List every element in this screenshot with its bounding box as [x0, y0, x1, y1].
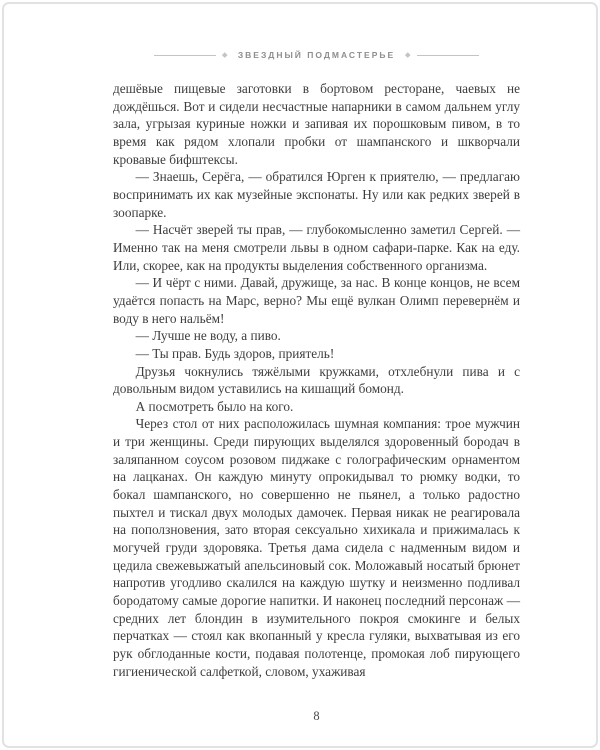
paragraph: — Лучше не воду, а пиво.: [135, 328, 281, 344]
body-text: [113, 80, 520, 680]
diamond-ornament-left-icon: [223, 53, 228, 58]
paragraph: Друзья чокнулись тяжёлыми кружками, отхлебнули пива и с довольным видом уставились на кишащий бомонд.: [113, 363, 520, 397]
paragraph: А посмотреть было на кого.: [135, 398, 294, 414]
running-header-title: ЗВЕЗДНЫЙ ПОДМАСТЕРЬЕ: [237, 50, 396, 60]
paragraph: — И чёрт с ними. Давай, дружище, за нас. В конце концов, не всем удаётся попасть на Марс, верно? Мы ещё вулкан Олимп перевернём и воду в него нальём!: [113, 275, 520, 326]
page-footer: [113, 709, 520, 724]
paragraph: Через стол от них расположилась шумная компания: трое мужчин и три женщины. Среди пирующих выделялся здоровенный бородач в заляпанном соусом розовом пиджаке с голографическим орнаментом на лацканах. Он каждую минуту опрокидывал то рюмку водки, то бокал шампанского, но совершенно не пьянел, а только радостно пыхтел и тискал двух молодых дамочек. Первая никак не реагировала на поползновения, зато вторая сексуально хихикала и прижималась к могучей груди здоровяка. Третья дама сидела с надменным видом и цедила свежевыжатый апельсиновый сок. Моложавый носатый брюнет напротив угодливо скалился на каждую шутку и неизменно подливал бородатому самые дорогие напитки. И наконец последний персонаж — средних лет блондин в изумительного покроя смокинге и белых перчатках — стоял как вкопанный у кресла гуляки, выхватывая из его рук обглоданные кости, подавая полотенце, промокая лоб пирующего гигиенической салфеткой, словом, ухаживая: [113, 416, 520, 679]
paragraph: — Знаешь, Серёга, — обратился Юрген к приятелю, — предлагаю воспринимать их как музейные экспонаты. Ну или как редких зверей в зоопарке.: [113, 169, 520, 220]
header-rule-left: [154, 55, 216, 56]
paragraph: — Насчёт зверей ты прав, — глубокомысленно заметил Сергей. — Именно так на меня смотрели львы в одном сафари-парке. Как на еду. Или, скорее, как на продукты выделения собственного организма.: [113, 222, 520, 273]
running-header: [113, 50, 520, 60]
diamond-ornament-right-icon: [405, 53, 410, 58]
page-content: [113, 50, 520, 680]
paragraph: дешёвые пищевые заготовки в бортовом ресторане, чаевых не дождёшься. Вот и сидели несчастные напарники в самом дальнем углу зала, угрызая куриные ножки и запивая их порошковым пивом, в то время как рядом хлопали пробки от шампанского и шкворчали кровавые бифштексы.: [113, 81, 520, 167]
header-rule-right: [417, 55, 479, 56]
paragraph: — Ты прав. Будь здоров, приятель!: [135, 345, 335, 361]
page-number: 8: [313, 709, 320, 723]
